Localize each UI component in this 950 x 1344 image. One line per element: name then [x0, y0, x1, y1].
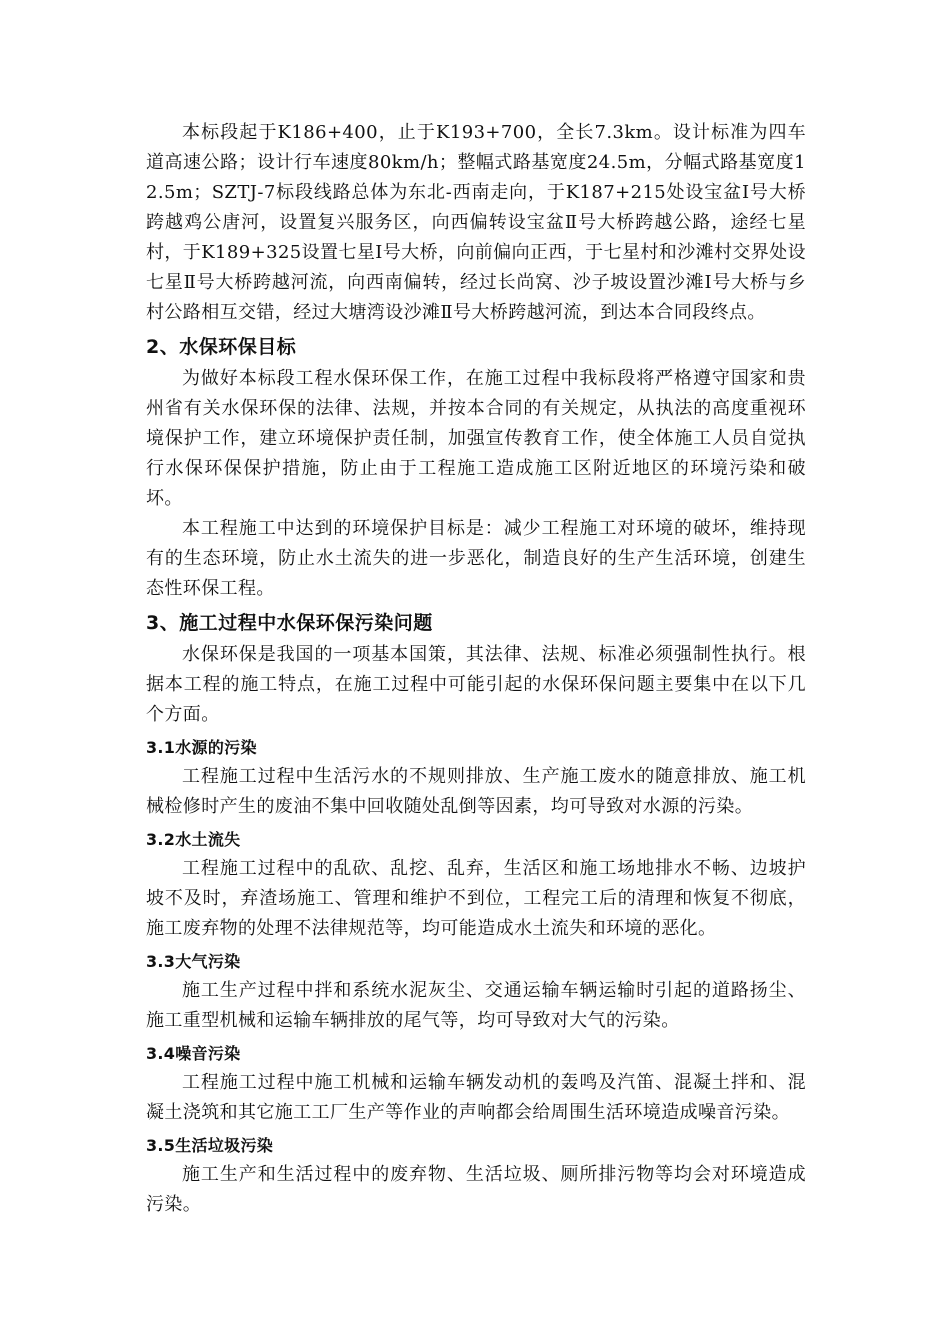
document-page	[146, 118, 806, 1220]
subsection-3-1-text: 工程施工过程中生活污水的不规则排放、生产施工废水的随意排放、施工机械检修时产生的废油不集中回收随处乱倒等因素，均可导致对水源的污染。	[146, 766, 806, 817]
subsection-3-2-text: 工程施工过程中的乱砍、乱挖、乱弃，生活区和施工场地排水不畅、边坡护坡不及时，弃渣场施工、管理和维护不到位，工程完工后的清理和恢复不彻底，施工废弃物的处理不法律规范等，均可能造成水土流失和环境的恶化。	[146, 858, 806, 939]
subsection-3-4-heading: 3.4噪音污染	[146, 1044, 241, 1063]
subsection-3-5-heading: 3.5生活垃圾污染	[146, 1136, 274, 1155]
section-2-heading: 2、水保环保目标	[146, 336, 297, 358]
section-3-heading: 3、施工过程中水保环保污染问题	[146, 612, 433, 634]
subsection-3-5-text: 施工生产和生活过程中的废弃物、生活垃圾、厕所排污物等均会对环境造成污染。	[146, 1164, 806, 1215]
section-3-intro: 水保环保是我国的一项基本国策，其法律、法规、标准必须强制性执行。根据本工程的施工特点，在施工过程中可能引起的水保环保问题主要集中在以下几个方面。	[146, 644, 806, 725]
intro-paragraph: 本标段起于K186+400，止于K193+700，全长7.3km。设计标准为四车道高速公路；设计行车速度80km/h；整幅式路基宽度24.5m，分幅式路基宽度12.5m；SZTJ-7标段线路总体为东北-西南走向，于K187+215处设宝盆Ⅰ号大桥跨越鸡公唐河，设置复兴服务区，向西偏转设宝盆Ⅱ号大桥跨越公路，途经七星村，于K189+325设置七星Ⅰ号大桥，向前偏向正西，于七星村和沙滩村交界处设七星Ⅱ号大桥跨越河流，向西南偏转，经过长尚窝、沙子坡设置沙滩Ⅰ号大桥与乡村公路相互交错，经过大塘湾设沙滩Ⅱ号大桥跨越河流，到达本合同段终点。	[146, 122, 806, 323]
subsection-3-1-heading: 3.1水源的污染	[146, 738, 257, 757]
section-2-paragraph-2: 本工程施工中达到的环境保护目标是：减少工程施工对环境的破坏，维持现有的生态环境，防止水土流失的进一步恶化，制造良好的生产生活环境，创建生态性环保工程。	[146, 518, 806, 599]
section-2-paragraph-1: 为做好本标段工程水保环保工作，在施工过程中我标段将严格遵守国家和贵州省有关水保环保的法律、法规，并按本合同的有关规定，从执法的高度重视环境保护工作，建立环境保护责任制，加强宣传教育工作，使全体施工人员自觉执行水保环保保护措施，防止由于工程施工造成施工区附近地区的环境污染和破坏。	[146, 368, 806, 509]
subsection-3-2-heading: 3.2水土流失	[146, 830, 241, 849]
subsection-3-3-text: 施工生产过程中拌和系统水泥灰尘、交通运输车辆运输时引起的道路扬尘、施工重型机械和运输车辆排放的尾气等，均可导致对大气的污染。	[146, 980, 806, 1031]
subsection-3-4-text: 工程施工过程中施工机械和运输车辆发动机的轰鸣及汽笛、混凝土拌和、混凝土浇筑和其它施工工厂生产等作业的声响都会给周围生活环境造成噪音污染。	[146, 1072, 806, 1123]
subsection-3-3-heading: 3.3大气污染	[146, 952, 241, 971]
